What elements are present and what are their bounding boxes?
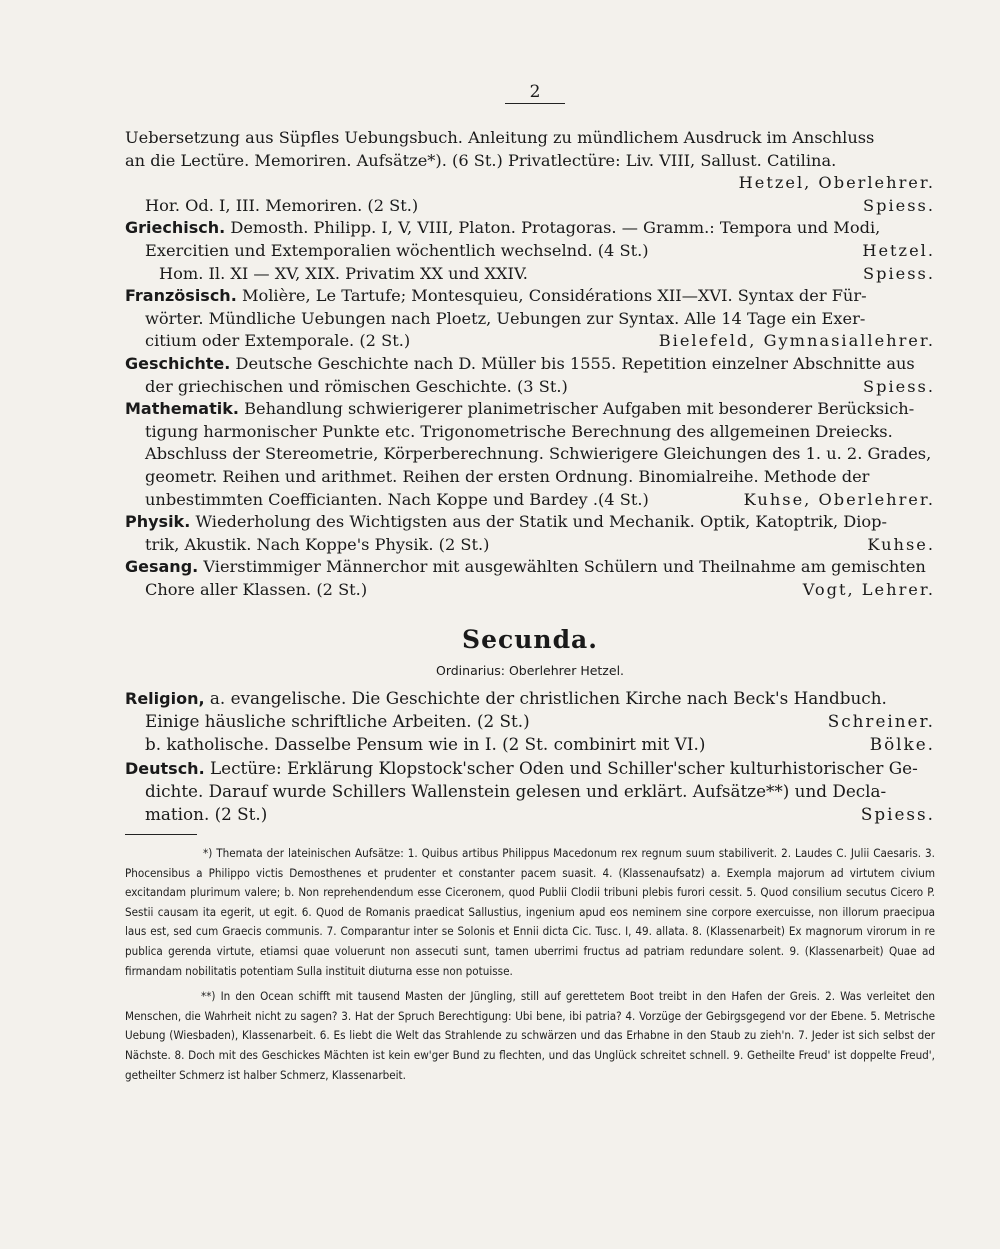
subject-franzoesisch: Französisch. (125, 286, 237, 306)
prima-continuation (125, 127, 935, 601)
subject-deutsch: Deutsch. (125, 758, 205, 778)
teacher-vogt: Vogt, Lehrer. (802, 579, 935, 599)
footnote-german: **) In den Ocean schifft mit tausend Masten der Jüngling, still auf gerettetem Boot treibt in den Hafen der Greis. 2. Was verleitet den Menschen, die Wahrheit nicht zu sagen? 3. Hat der Spruch Berechtigung: Ubi bene, ibi patria? 4. Vorzüge der Gebirgsgegend vor der Ebene. 5. Metrische Uebung (Wiesbaden), Klassenarbeit. 6. Es liebt die Welt das Strahlende zu schwärzen und das Erhabne in den Staub zu zieh'n. 7. Jeder ist sich selbst der Nächste. 8. Doch mit des Geschickes Mächten ist kein ew'ger Bund zu flechten, und das Unglück schreitet schnell. 9. Getheilte Freud' ist doppelte Freud', getheilter Schmerz ist halber Schmerz, Klassenarbeit. (125, 989, 935, 1082)
page-number: 2 (529, 82, 541, 102)
footnotes (125, 844, 935, 1085)
physik-line-1: Physik. Wiederholung des Wichtigsten aus der Statik und Mechanik. Optik, Katoptrik, Diop- (125, 512, 887, 532)
subject-religion: Religion, (125, 689, 205, 708)
geschichte-line-1: Geschichte. Deutsche Geschichte nach D. Müller bis 1555. Repetition einzelner Abschnitte aus (125, 353, 915, 373)
deutsch-line-2: dichte. Darauf wurde Schillers Wallenstein gelesen und erklärt. Aufsätze**) und Decla- (145, 780, 887, 801)
teacher-kuhse: Kuhse, Oberlehrer. (743, 489, 935, 509)
geschichte-line-2: der griechischen und römischen Geschichte. (3 St.) Spiess. (125, 376, 935, 399)
teacher-boelke: Bölke. (869, 734, 935, 755)
teacher-schreiner: Schreiner. (827, 711, 935, 732)
latin-line-1: Uebersetzung aus Süpfles Uebungsbuch. Anleitung zu mündlichem Ausdruck im Anschluss (125, 128, 875, 147)
religion-line-2: Einige häusliche schriftliche Arbeiten. (2 St.) Schreiner. (125, 710, 935, 733)
religion-line-3: b. katholische. Dasselbe Pensum wie in I. (2 St. combinirt mit VI.) Bölke. (125, 733, 935, 756)
franzoesisch-line-1: Französisch. Molière, Le Tartufe; Montesquieu, Considérations XII—XVI. Syntax der Für- (125, 286, 867, 306)
subject-geschichte: Geschichte. (125, 353, 231, 373)
teacher-hetzel: Hetzel. (862, 240, 935, 260)
griechisch-line-1: Griechisch. Demosth. Philipp. I, V, VIII, Platon. Protagoras. — Gramm.: Tempora und Modi, (125, 218, 881, 238)
mathematik-line-5: unbestimmten Coefficianten. Nach Koppe und Bardey .(4 St.) Kuhse, Oberlehrer. (125, 489, 935, 512)
teacher-spiess: Spiess. (860, 803, 935, 824)
teacher-kuhse: Kuhse. (867, 534, 935, 554)
latin-teacher-line (125, 172, 935, 195)
page-number-rule (505, 103, 565, 104)
gesang-line-1: Gesang. Vierstimmiger Männerchor mit ausgewählten Schülern und Theilnahme am gemischten (125, 557, 926, 577)
griechisch-line-3: Hom. Il. XI — XV, XIX. Privatim XX und XXIV. Spiess. (125, 263, 935, 286)
teacher-spiess: Spiess. (863, 376, 935, 396)
franzoesisch-line-2: wörter. Mündliche Uebungen nach Ploetz, Uebungen zur Syntax. Alle 14 Tage ein Exer- (145, 308, 866, 328)
mathematik-line-3: Abschluss der Stereometrie, Körperberechnung. Schwierigere Gleichungen des 1. u. 2. Grades, (145, 444, 932, 464)
teacher-spiess: Spiess. (863, 195, 935, 215)
gesang-line-2: Chore aller Klassen. (2 St.) Vogt, Lehrer. (125, 579, 935, 602)
franzoesisch-line-3: citium oder Extemporale. (2 St.) Bielefeld, Gymnasiallehrer. (125, 330, 935, 353)
mathematik-line-4: geometr. Reihen und arithmet. Reihen der ersten Ordnung. Binomialreihe. Methode der (145, 466, 870, 486)
teacher-spiess: Spiess. (863, 263, 935, 283)
mathematik-line-2: tigung harmonischer Punkte etc. Trigonometrische Berechnung des allgemeinen Dreiecks. (145, 421, 893, 441)
ordinarius-line: Ordinarius: Oberlehrer Hetzel. (435, 663, 625, 678)
footnote-latin: *) Themata der lateinischen Aufsätze: 1. Quibus artibus Philippus Macedonum rex regnum suum stabiliverit. 2. Laudes C. Julii Caesaris. 3. Phocensibus a Philippo victis Demosthenes et prudenter et constanter pacem suasit. 4. (Klassenaufsatz) a. Exempla majorum ad virtutem civium excitandam plurimum valere; b. Non reprehendendum esse Ciceronem, quod Publii Clodii tribuni plebis furori cessit. 5. Quod consilium secutus Cicero P. Sestii causam ita egerit, ut egit. 6. Quod de Romanis praedicat Sallustius, ingenium apud eos neminem sine corpore exercuisse, non illorum praecipua laus est, sed cum Graecis communis. 7. Comparantur inter se Solonis et Ennii dicta Cic. Tusc. I, 49. allata. 8. (Klassenarbeit) Ex magnorum virorum in re publica gerenda virtute, etiamsi quae voluerunt non assecuti sunt, tamen uberrimi fructus ad patriam redundare solent. 9. (Klassenarbeit) Quae ad firmandam nobilitatis potentiam Sulla instituit diuturna esse non potuisse. (125, 846, 935, 978)
subject-physik: Physik. (125, 512, 191, 532)
section-heading-secunda: Secunda. (462, 625, 598, 654)
horaz-line: Hor. Od. I, III. Memoriren. (2 St.) Spiess. (125, 195, 935, 218)
latin-line-2: an die Lectüre. Memoriren. Aufsätze*). (6 St.) Privatlectüre: Liv. VIII, Sallust. Catilina. (125, 150, 837, 170)
mathematik-line-1: Mathematik. Behandlung schwierigerer planimetrischer Aufgaben mit besonderer Berücksich- (125, 399, 915, 419)
subject-griechisch: Griechisch. (125, 218, 226, 238)
griechisch-line-2: Exercitien und Extemporalien wöchentlich wechselnd. (4 St.) Hetzel. (125, 240, 935, 263)
footnote-rule (125, 834, 197, 835)
teacher-bielefeld: Bielefeld, Gymnasiallehrer. (658, 331, 935, 351)
deutsch-line-1: Deutsch. Lectüre: Erklärung Klopstock'scher Oden und Schiller'scher kulturhistorischer Ge- (125, 757, 918, 778)
subject-mathematik: Mathematik. (125, 399, 239, 419)
teacher-hetzel: Hetzel, Oberlehrer. (738, 173, 935, 193)
secunda-block (125, 687, 935, 826)
subject-gesang: Gesang. (125, 557, 199, 577)
deutsch-line-3: mation. (2 St.) Spiess. (125, 803, 935, 826)
physik-line-2: trik, Akustik. Nach Koppe's Physik. (2 St.) Kuhse. (125, 534, 935, 557)
religion-line-1: Religion, a. evangelische. Die Geschichte der christlichen Kirche nach Beck's Handbuch. (125, 688, 887, 708)
